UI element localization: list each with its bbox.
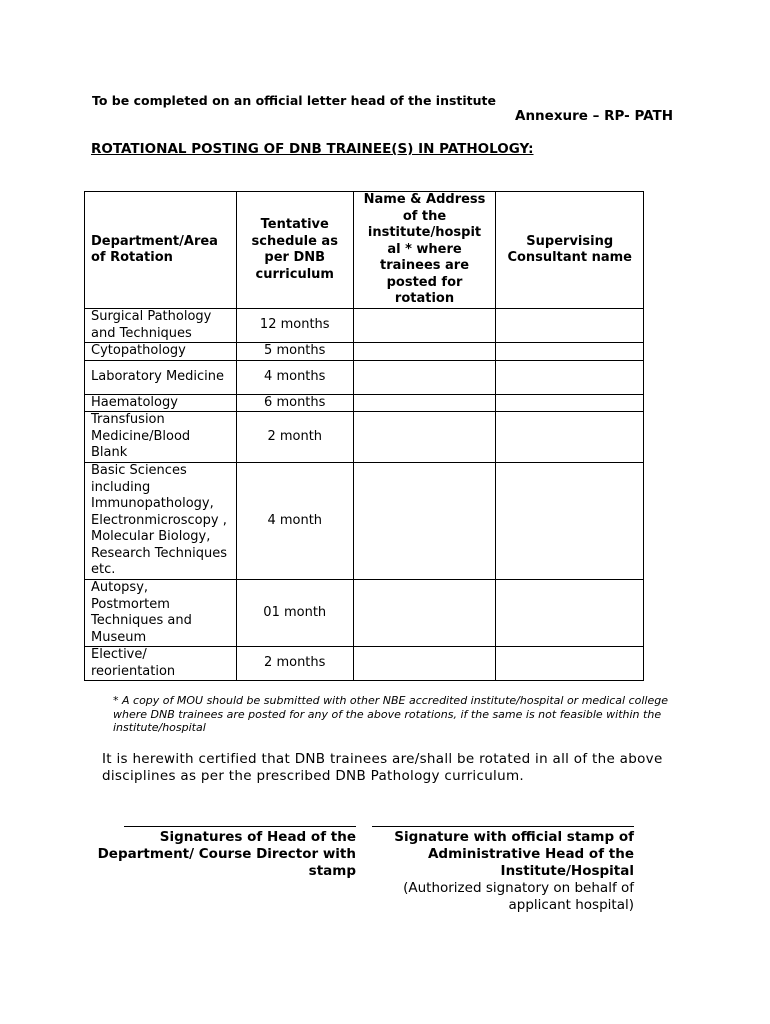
table-header-row	[85, 192, 644, 309]
head-of-department-signature: Signatures of Head of the Department/ Course Director with stamp	[97, 829, 356, 879]
table-row	[85, 343, 644, 361]
column-header-department: Department/Area of Rotation	[85, 192, 237, 309]
table-row	[85, 463, 644, 580]
institute-cell[interactable]	[353, 360, 496, 394]
table-row	[85, 647, 644, 681]
department-cell: Surgical Pathology and Techniques	[85, 309, 237, 343]
department-cell: Autopsy, Postmortem Techniques and Museum	[85, 580, 237, 647]
department-cell: Cytopathology	[85, 343, 237, 361]
consultant-cell[interactable]	[496, 343, 644, 361]
table-row	[85, 360, 644, 394]
department-cell: Basic Sciences including Immunopathology, Electronmicroscopy , Molecular Biology, Research Techniques etc.	[85, 463, 237, 580]
column-header-consultant: Supervising Consultant name	[496, 192, 644, 309]
page-title: ROTATIONAL POSTING OF DNB TRAINEE(S) IN PATHOLOGY:	[91, 141, 534, 157]
institute-cell[interactable]	[353, 412, 496, 463]
certification-statement: It is herewith certified that DNB trainees are/shall be rotated in all of the above disciplines as per the prescribed DNB Pathology curriculum.	[102, 751, 663, 784]
duration-cell: 01 month	[236, 580, 353, 647]
consultant-cell[interactable]	[496, 463, 644, 580]
rotation-table	[84, 191, 644, 681]
duration-cell: 4 months	[236, 360, 353, 394]
consultant-cell[interactable]	[496, 580, 644, 647]
consultant-cell[interactable]	[496, 360, 644, 394]
consultant-cell[interactable]	[496, 309, 644, 343]
left-signature-line	[124, 826, 356, 827]
duration-cell: 4 month	[236, 463, 353, 580]
column-header-institute: Name & Address of the institute/hospit al * where trainees are posted for rotation	[353, 192, 496, 309]
annexure-label: Annexure – RP- PATH	[515, 108, 674, 124]
institute-cell[interactable]	[353, 394, 496, 412]
institute-cell[interactable]	[353, 647, 496, 681]
authorized-signatory-note: (Authorized signatory on behalf of applicant hospital)	[403, 880, 634, 913]
column-header-schedule: Tentative schedule as per DNB curriculum	[236, 192, 353, 309]
consultant-cell[interactable]	[496, 647, 644, 681]
institute-cell[interactable]	[353, 580, 496, 647]
institute-cell[interactable]	[353, 309, 496, 343]
institute-cell[interactable]	[353, 343, 496, 361]
table-row	[85, 580, 644, 647]
table-row	[85, 394, 644, 412]
department-cell: Haematology	[85, 394, 237, 412]
right-signature-line	[372, 826, 634, 827]
mou-footnote: * A copy of MOU should be submitted with other NBE accredited institute/hospital or medical college where DNB trainees are posted for any of the above rotations, if the same is not feasible within the institute/hospital	[113, 694, 668, 734]
duration-cell: 6 months	[236, 394, 353, 412]
table-row	[85, 412, 644, 463]
institute-cell[interactable]	[353, 463, 496, 580]
administrative-head-signature-label: Signature with official stamp of Administrative Head of the Institute/Hospital	[394, 829, 634, 879]
letterhead-instruction: To be completed on an official letter head of the institute	[92, 93, 496, 108]
consultant-cell[interactable]	[496, 412, 644, 463]
duration-cell: 2 month	[236, 412, 353, 463]
department-cell: Transfusion Medicine/Blood Blank	[85, 412, 237, 463]
duration-cell: 2 months	[236, 647, 353, 681]
duration-cell: 5 months	[236, 343, 353, 361]
department-cell: Laboratory Medicine	[85, 360, 237, 394]
department-cell: Elective/ reorientation	[85, 647, 237, 681]
consultant-cell[interactable]	[496, 394, 644, 412]
table-row	[85, 309, 644, 343]
administrative-head-signature	[364, 829, 634, 914]
duration-cell: 12 months	[236, 309, 353, 343]
